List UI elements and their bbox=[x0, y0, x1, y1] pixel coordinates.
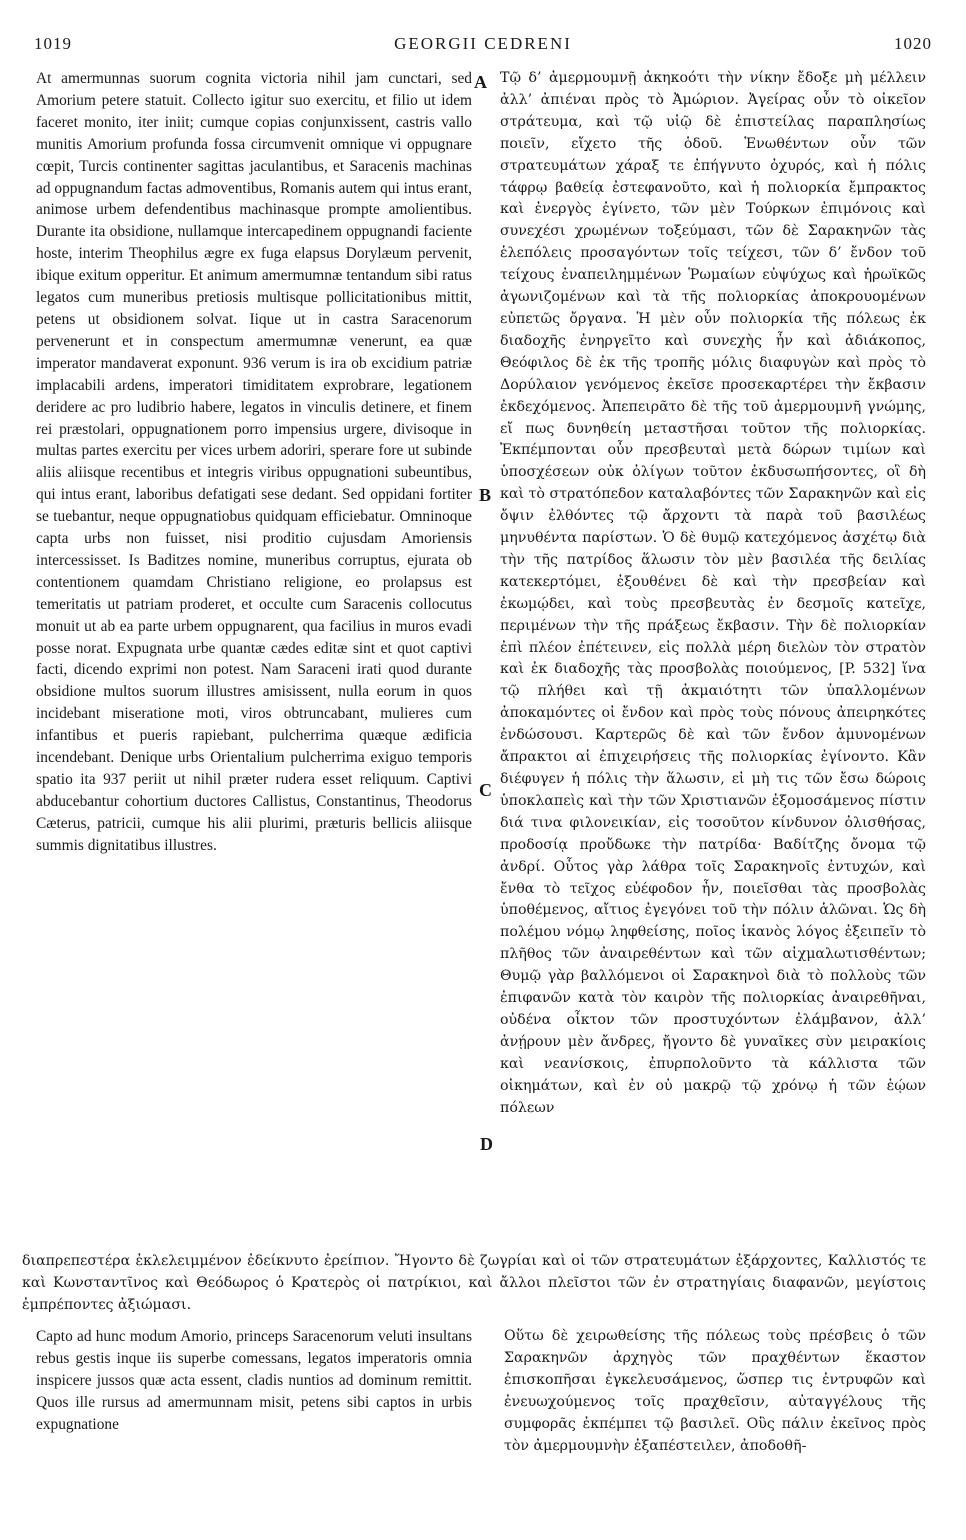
greek-column: Τῷ δ’ ἀμερμουμνῇ ἀκηκοότι τὴν νίκην ἔδοξε μὴ μέλλειν ἀλλ’ ἀπιέναι πρὸς τὸ Ἀμώριον. Ἀγείρας οὖν τὸ οἰκεῖον στράτευμα, καὶ τῷ υἱῷ δὲ ἐπιστείλας παραπλησίως ποιεῖν, εἴχετο τῆς ὁδοῦ. Ἑνωθέντων οὖν τῶν στρατευμάτων χάραξ τε ἐπήγνυτο ὀχυρός, καὶ ἡ πόλις τάφρῳ βαθείᾳ ἐστεφανοῦτο, καὶ ἡ πολιορκία ἔμπρακτος καὶ ἐνεργὸς ἐγίνετο, τῶν μὲν Τούρκων ἐπιμόνοις καὶ συνεχέσι χρωμένων τοξεύμασι, τῶν δὲ Σαρακηνῶν τὰς ἑλεπόλεις προσαγόντων τοῖς τείχεσι, τῶν δ’ ἔνδον τοῦ τείχους ἐναπειλημμένων Ῥωμαίων εὐψύχως καὶ ἡρωϊκῶς ἀγωνιζομένων καὶ τὰ τῆς πολιορκίας ἀποκρουομένων εὐπετῶς ὄργανα. Ἡ μὲν οὖν πολιορκία τῆς πόλεως ἐκ διαδοχῆς ἐνηργεῖτο καὶ συνεχὴς ἦν καὶ ἀδιάκοπος, Θεόφιλος δὲ ἐκ τῆς τροπῆς μόλις διαφυγὼν καὶ πρὸς τὸ Δορύλαιον γενόμενος ἐκεῖσε προσεκαρτέρει τὴν ἔκβασιν ἐκδεχόμενος. Ἀπεπειρᾶτο δὲ τῆς τοῦ ἀμερμουμνῆ γνώμης, εἴ πως δυνηθείη μεταστῆσαι τοῦτον τῆς πολιορκίας. Ἐκπέμπονται οὖν πρεσβευταὶ μετὰ δώρων τιμίων καὶ ὑποσχέσεων οὐκ ὀλίγων τοῦτον ἐκδυσωπήσοντες, οἳ δὴ καὶ τὸ στρατόπεδον καταλαβόντες τῶν Σαρακηνῶν καὶ εἰς ὄψιν ἐλθόντες τῷ ἄρχοντι τὰ παρὰ τοῦ βασιλέως μηνυθέντα παρίστων. Ὁ δὲ θυμῷ κατεχόμενος ἀσχέτῳ διὰ τὴν τῆς πατρίδος ἅλωσιν τὸν μὲν βασιλέα τῆς δειλίας κατεκερτόμει, ἐξουθένει δὲ καὶ τὴν πρεσβείαν καὶ ἐκωμῴδει, καὶ τοὺς πρεσβευτὰς ἐν δεσμοῖς κατεῖχε, περιμένων τὴν τῆς πράξεως ἔκβασιν. Τὴν δὲ πολιορκίαν ἐπὶ πλέον ἐπέτεινεν, εἰς πολλὰ μέρη διελὼν τὸν στρατὸν καὶ ἐκ διαδοχῆς τὰς προσβολὰς ποιούμενος, [P. 532] ἵνα τῷ πλήθει καὶ τῇ ἀκμαιότητι τῶν ὑπαλλομένων ἀποκαμόντες οἱ ἔνδον καὶ πρὸς τοὺς πόνους ἀπειρηκότες ἐνδώσουσι. Καρτερῶς δὲ καὶ τῶν ἔνδον ἀμυνομένων ἄπρακτοι αἱ ἐπιχειρήσεις τῆς πολιορκίας ἐγίνοντο. Κἂν διέφυγεν ἡ πόλις τὴν ἅλωσιν, εἰ μὴ τις τῶν ἔσω δώροις ὑποκλαπεὶς καὶ τὴν τῶν Χριστιανῶν ἐξομοσάμενος πίστιν διά τινα φιλονεικίαν, εἰς τοσοῦτον κίνδυνον ὀλισθήσας, προδοσίᾳ προὔδωκε τὴν πατρίδα· Βαδίτζης ὄνομα τῷ ἀνδρί. Οὗτος γὰρ λάθρα τοῖς Σαρακηνοῖς ἐντυχών, καὶ ἔνθα τὸ τεῖχος εὐέφοδον ἦν, ποιεῖσθαι τὰς προσβολὰς ὑποθέμενος, αἴτιος ἐγεγόνει τοῦ τὴν πόλιν ἁλῶναι. Ὡς δὴ πολέμου νόμῳ ληφθείσης, ποῖος ἱκανὸς λόγος ἐξειπεῖν τὸ πλῆθος τῶν ἀναιρεθέντων καὶ τῶν αἰχμαλωτισθέντων; Θυμῷ γὰρ βαλλόμενοι οἱ Σαρακηνοὶ διὰ τὸ πολλοὺς τῶν ἐπιφανῶν κατὰ τὸν καιρὸν τῆς πολιορκίας ἀναιρεθῆναι, οὐδένα οἶκτον τῶν προστυχόντων ἐλάμβανον, ἀλλ’ ἀνῄρουν μὲν ἄνδρες, ἤγοντο δὲ γυναῖκες σὺν μειρακίοις καὶ νεανίσκοις, ἐπυρπολοῦντο τὰ κάλλιστα τῶν οἰκημάτων, καὶ ἐν οὐ μακρῷ τῷ χρόνῳ ἡ τῶν ἑῴων πόλεων bbox=[500, 70, 926, 1116]
greek-full-width-paragraph: διαπρεπεστέρα ἐκλελειμμένον ἐδείκνυτο ἐρείπιον. Ἤγοντο δὲ ζωγρίαι καὶ οἱ τῶν στρατευμάτων ἐξάρχοντες, Καλλιστός τε καὶ Κωνσταντῖνος καὶ Θεόδωρος ὁ Κρατερὸς οἱ πατρίκιοι, καὶ ἄλλοι πλεῖστοι τῶν ἐν στρατηγίαις διαφανῶν, μεγίστοις ἐμπρέποντες ἀξιώμασι. bbox=[22, 1253, 926, 1313]
margin-letter-c: C bbox=[479, 780, 492, 800]
margin-letter-a: A bbox=[474, 72, 487, 92]
margin-letter-b: B bbox=[479, 485, 492, 505]
latin-column: At amermunnas suorum cognita victoria nihil jam cunctari, sed Amorium petere statuit. Collecto igitur suo exercitu, et filio ut idem faceret monito, iter iniit; cumque copias conjunxissent, castris vallo munitis Amorium profunda fossa circumvenit omnique vi oppugnare cœpit, Turcis continenter sagittas jaculantibus, et Saracenis machinas ad oppugnandum factas admoventibus, Romanis autem qui intus erant, animose urbem defendentibus machinasque prompte amolientibus. Durante ita obsidione, nullamque intercapedinem oppugnandi faciente hoste, interim Theophilus ægre ex fuga elapsus Dorylæum pervenit, ibique exitum opperitur. Et animum amermumnæ tentandum sibi ratus legatos cum muneribus pretiosis multisque pollicitationibus mittit, petens ut obsidionem solvat. Iique ut in castra Saracenorum pervenerunt et in conspectum amermumnæ venerunt, ea quæ imperator mandaverat exponunt. 936 verum is ira ob excidium patriæ implacabili ardens, imperatori timiditatem exprobrare, legationem deridere ac pro ludibrio habere, legatos in vinculis detinere, et finem rei præstolari, oppugnationem porro impensius urgere, divisoque in multas partes exercitu per vices urbem adoriri, sperare fore ut subinde aliis aliisque recentibus et integris viribus oppugnationi subeuntibus, qui intus erant, laboribus defatigati sese dedant. Sed oppidani fortiter se tuebantur, neque oppugnatiobus quidquam efficiebatur. Omninoque capta urbs non fuisset, nisi proditio cujusdam Amoriensis intercessisset. Is Baditzes nomine, muneribus corruptus, ejurata ob contentionem quamdam Christiano religione, eo prolapsus est temeritatis ut patriam proderet, et occulte cum Saracenis collocutus monuit ut ab ea parte urbem oppugnarent, qua facilius in muros evadi posse norat. Expugnata urbe quantæ cædes editæ sint et quot captivi facti, dicendo exprimi non potest. Nam Saraceni irati quod durante obsidione multos suorum illustres amisissent, nulla eorum in quos incidebant miseratione moti, viros obtruncabant, mulieres cum infantibus et pueris rapiebant, pulcherrima quæque ædificia incendebant. Denique urbs Orientalium pulcherrima exiguo temporis spatio ita 937 periit ut nihil præter rudera esset reliquum. Captivi abducebantur cohortium ductores Callistus, Constantinus, Theodorus Cæterus, patricii, cumque his alii plurimi, præturis bellicis aliisque summis dignitatibus illustres. bbox=[36, 70, 472, 854]
greek-second-paragraph: Οὕτω δὲ χειρωθείσης τῆς πόλεως τοὺς πρέσβεις ὁ τῶν Σαρακηνῶν ἀρχηγὸς τῶν πραχθέντων ἕκαστον ἐπισκοπῆσαι ἐγκελευσάμενος, ὥσπερ τις ἐντρυφῶν καὶ ἐνευωχούμενος τοῖς πραχθεῖσιν, αὐταγγέλους τῆς συμφορᾶς ἐκπέμπει τῷ βασιλεῖ. Οὓς πάλιν ἐκεῖνος πρὸς τὸν ἀμερμουμνὴν ἐξαπέστειλεν, ἀποδοθῆ- bbox=[504, 1328, 926, 1454]
page-number-right: 1020 bbox=[894, 34, 932, 53]
latin-second-paragraph: Capto ad hunc modum Amorio, princeps Saracenorum veluti insultans rebus gestis inque iis superbe comessans, legatos imperatoris omnia inspicere jussos quæ acta essent, cladis nuntios ad dominum remittit. Quos ille rursus ad amermunnam misit, petens sibi captos in urbis expugnatione bbox=[36, 1328, 472, 1433]
page-number-left: 1019 bbox=[34, 34, 72, 53]
margin-letter-d: D bbox=[480, 1134, 493, 1154]
running-title: GEORGII CEDRENI bbox=[394, 34, 572, 53]
page-header bbox=[34, 34, 932, 58]
